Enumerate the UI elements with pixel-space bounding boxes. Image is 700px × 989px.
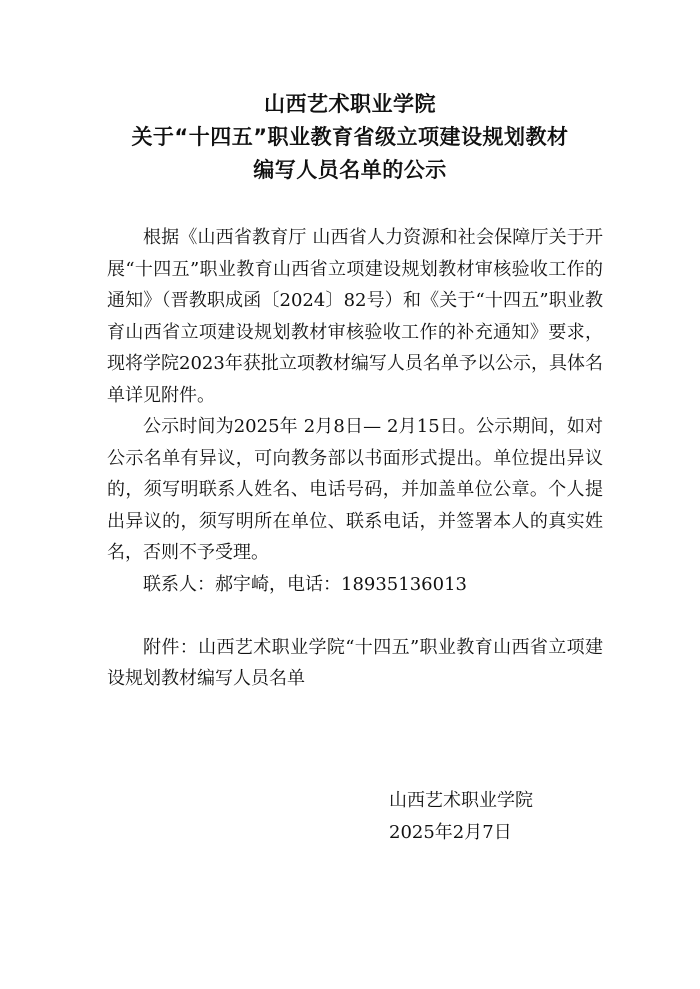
document-body [107,222,603,695]
title-line-notice: 编写人员名单的公示 [253,158,447,182]
contact-line: 联系人：郝宇崎，电话：18935136013 [143,573,467,595]
title-line-institution: 山西艺术职业学院 [264,92,436,116]
attachment-line: 附件：山西艺术职业学院“十四五”职业教育山西省立项建设规划教材编写人员名单 [107,636,603,689]
title-line-subject: 关于“十四五”职业教育省级立项建设规划教材 [131,125,569,149]
paragraph-basis: 根据《山西省教育厅 山西省人力资源和社会保障厅关于开展“十四五”职业教育山西省立项建设规划教材审核验收工作的通知》（晋教职成函〔2024〕82号）和《关于“十四五”职业教育山西省立项建设规划教材审核验收工作的补充通知》要求，现将学院2023年获批立项教材编写人员名单予以公示，具体名单详见附件。 [107,227,603,406]
signature-org: 山西艺术职业学院 [389,790,533,811]
signature-block [389,785,533,848]
signature-date: 2025年2月7日 [389,821,512,843]
document-title [0,88,700,187]
paragraph-publicity-period: 公示时间为2025年 2月8日— 2月15日。公示期间，如对公示名单有异议，可向教务部以书面形式提出。单位提出异议的，须写明联系人姓名、电话号码，并加盖单位公章。个人提出异议的，须写明所在单位、联系电话，并签署本人的真实姓名，否则不予受理。 [107,416,603,563]
